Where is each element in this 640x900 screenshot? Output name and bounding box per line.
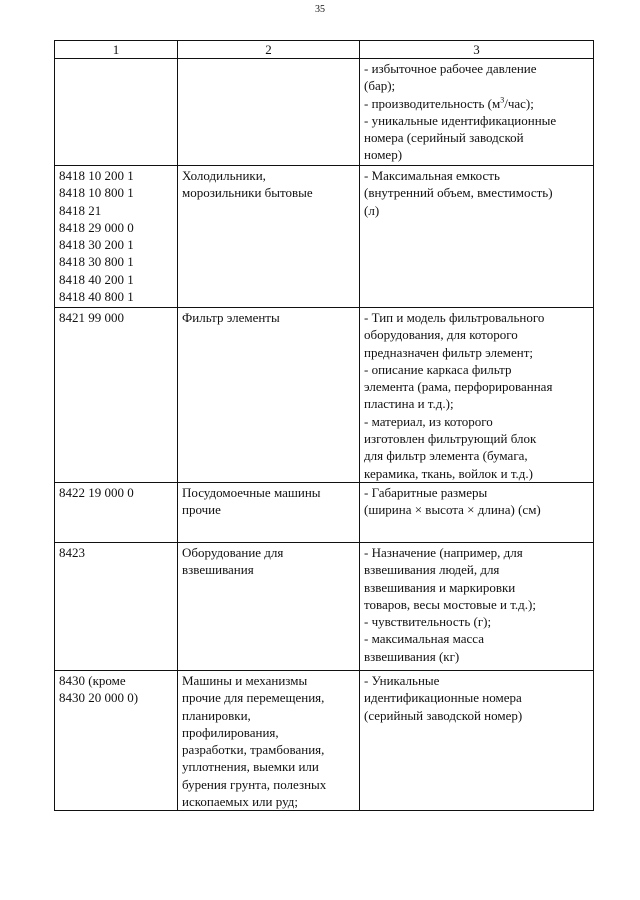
attribute-line: идентификационные номера [364,690,522,706]
attribute-line: керамика, ткань, войлок и т.д.) [364,465,533,481]
table-header-row [55,41,594,59]
attribute-line: - Габаритные размеры [364,484,488,500]
code-line: 8430 20 000 0) [59,690,139,706]
attribute-line: - чувствительность (г); [364,614,492,630]
attribute-line: - Максимальная емкость [364,168,500,183]
attributes-cell [360,308,594,483]
attribute-text: - производительность (м [364,95,501,111]
code-line: 8421 99 000 [59,310,124,325]
name-line: взвешивания [182,562,254,578]
name-line: разработки, трамбования, [182,742,325,758]
name-line: Посудомоечные машины [182,484,321,500]
name-cell [178,308,360,483]
attribute-line: (бар); [364,78,396,94]
attribute-line-with-superscript [364,95,589,112]
column-header-1: 1 [55,41,178,59]
attribute-line: - Уникальные [364,672,440,688]
attribute-line: номер) [364,147,403,163]
attribute-line: (ширина × высота × длина) (см) [364,502,541,518]
table-row [55,670,594,810]
name-line: профилирования, [182,724,279,740]
name-line: бурения грунта, полезных [182,776,327,792]
code-line: 8418 21 [59,202,102,218]
name-line: прочие [182,502,221,518]
name-line: Оборудование для [182,544,284,560]
code-cell [55,166,178,308]
column-header-3: 3 [360,41,594,59]
attribute-line: изготовлен фильтрующий блок [364,431,537,447]
code-line: 8418 40 200 1 [59,271,134,287]
attributes-cell [360,166,594,308]
attribute-line: взвешивания (кг) [364,648,460,664]
name-line: Машины и механизмы [182,672,308,688]
code-line: 8422 19 000 0 [59,484,134,500]
code-line: 8418 10 200 1 [59,168,134,183]
column-header-2: 2 [178,41,360,59]
name-line: Фильтр элементы [182,310,280,325]
code-cell [55,542,178,670]
table-row [55,308,594,483]
superscript: 3 [500,95,505,105]
attribute-line: пластина и т.д.); [364,396,454,412]
attribute-line: - избыточное рабочее давление [364,61,537,76]
attribute-line: - максимальная масса [364,631,484,647]
name-line: ископаемых или руд; [182,794,298,810]
attribute-line: элемента (рама, перфорированная [364,379,553,395]
attribute-line: (л) [364,202,380,218]
code-line: 8423 [59,544,85,560]
attribute-line: номера (серийный заводской [364,130,524,146]
name-cell [178,59,360,166]
attribute-line: взвешивания людей, для [364,562,500,578]
attribute-line: (серийный заводской номер) [364,707,523,723]
attribute-line: (внутренний объем, вместимость) [364,185,553,201]
attribute-line: - описание каркаса фильтр [364,361,512,377]
attribute-line: - Тип и модель фильтровального [364,310,545,325]
attributes-cell [360,59,594,166]
table-row [55,59,594,166]
attribute-line: товаров, весы мостовые и т.д.); [364,596,536,612]
code-line: 8430 (кроме [59,672,126,688]
attribute-line: оборудования, для которого [364,327,518,343]
name-line: Холодильники, [182,168,266,183]
customs-attributes-table [54,40,594,811]
code-line: 8418 30 200 1 [59,237,134,253]
name-cell [178,670,360,810]
code-line: 8418 30 800 1 [59,254,134,270]
name-line: планировки, [182,707,251,723]
attribute-line: - уникальные идентификационные [364,112,557,128]
table-row [55,542,594,670]
attribute-text-tail: /час); [504,95,534,111]
code-cell [55,670,178,810]
table-row [55,482,594,542]
name-line: прочие для перемещения, [182,690,325,706]
attributes-cell [360,542,594,670]
attributes-cell [360,482,594,542]
name-cell [178,482,360,542]
name-line: морозильники бытовые [182,185,313,201]
attribute-line: взвешивания и маркировки [364,579,516,595]
name-line: уплотнения, выемки или [182,759,319,775]
code-line: 8418 29 000 0 [59,219,134,235]
name-cell [178,542,360,670]
code-line: 8418 10 800 1 [59,185,134,201]
code-cell [55,59,178,166]
code-cell [55,308,178,483]
attributes-cell [360,670,594,810]
attribute-line: - Назначение (например, для [364,544,523,560]
attribute-line: предназначен фильтр элемент; [364,344,533,360]
code-cell [55,482,178,542]
attribute-line: - материал, из которого [364,413,493,429]
name-cell [178,166,360,308]
attribute-line: для фильтр элемента (бумага, [364,448,528,464]
code-line: 8418 40 800 1 [59,289,134,305]
page-number: 35 [315,4,325,15]
table-row [55,166,594,308]
